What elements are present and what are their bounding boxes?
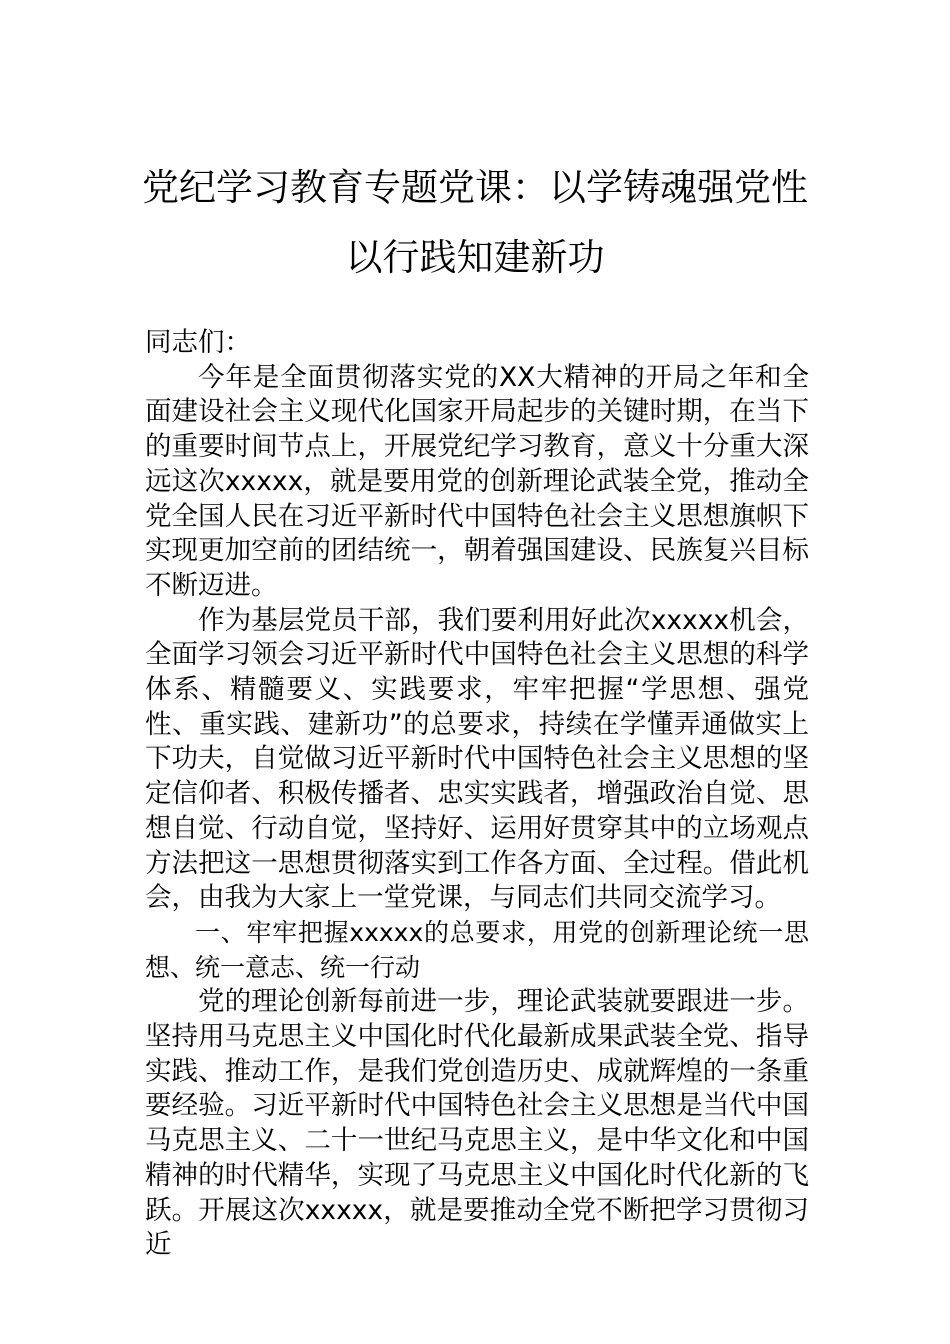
paragraph-intro: 今年是全面贯彻落实党的XX大精神的开局之年和全面建设社会主义现代化国家开局起步的关键时期，在当下的重要时间节点上，开展党纪学习教育，意义十分重大深远这次xxxxx，就是要用党的创新理论武装全党，推动全党全国人民在习近平新时代中国特色社会主义思想旗帜下实现更加空前的团结统一，朝着强国建设、民族复兴目标不断迈进。 [145,361,809,601]
document-body [145,326,809,1263]
document-title-line-1: 党纪学习教育专题党课：以学铸魂强党性 [142,166,808,209]
document-title-line-2: 以行践知建新功 [345,236,605,279]
section-heading: 一、牢牢把握xxxxx的总要求，用党的创新理论统一思想、统一意志、统一行动 [145,917,809,982]
salutation: 同志们： [145,327,251,358]
paragraph-cadre: 作为基层党员干部，我们要利用好此次xxxxx机会，全面学习领会习近平新时代中国特色社会主义思想的科学体系、精髓要义、实践要求，牢牢把握“学思想、强党性、重实践、建新功”的总要求，持续在学懂弄通做实上下功夫，自觉做习近平新时代中国特色社会主义思想的坚定信仰者、积极传播者、忠实实践者，增强政治自觉、思想自觉、行动自觉，坚持好、运用好贯穿其中的立场观点方法把这一思想贯彻落实到工作各方面、全过程。借此机会，由我为大家上一堂党课，与同志们共同交流学习。 [145,604,809,914]
section-paragraph: 党的理论创新每前进一步，理论武装就要跟进一步。坚持用马克思主义中国化时代化最新成果武装全党、指导实践、推动工作，是我们党创造历史、成就辉煌的一条重要经验。习近平新时代中国特色社会主义思想是当代中国马克思主义、二十一世纪马克思主义，是中华文化和中国精神的时代精华，实现了马克思主义中国化时代化新的飞跃。开展这次xxxxx，就是要推动全党不断把学习贯彻习近 [145,986,809,1261]
